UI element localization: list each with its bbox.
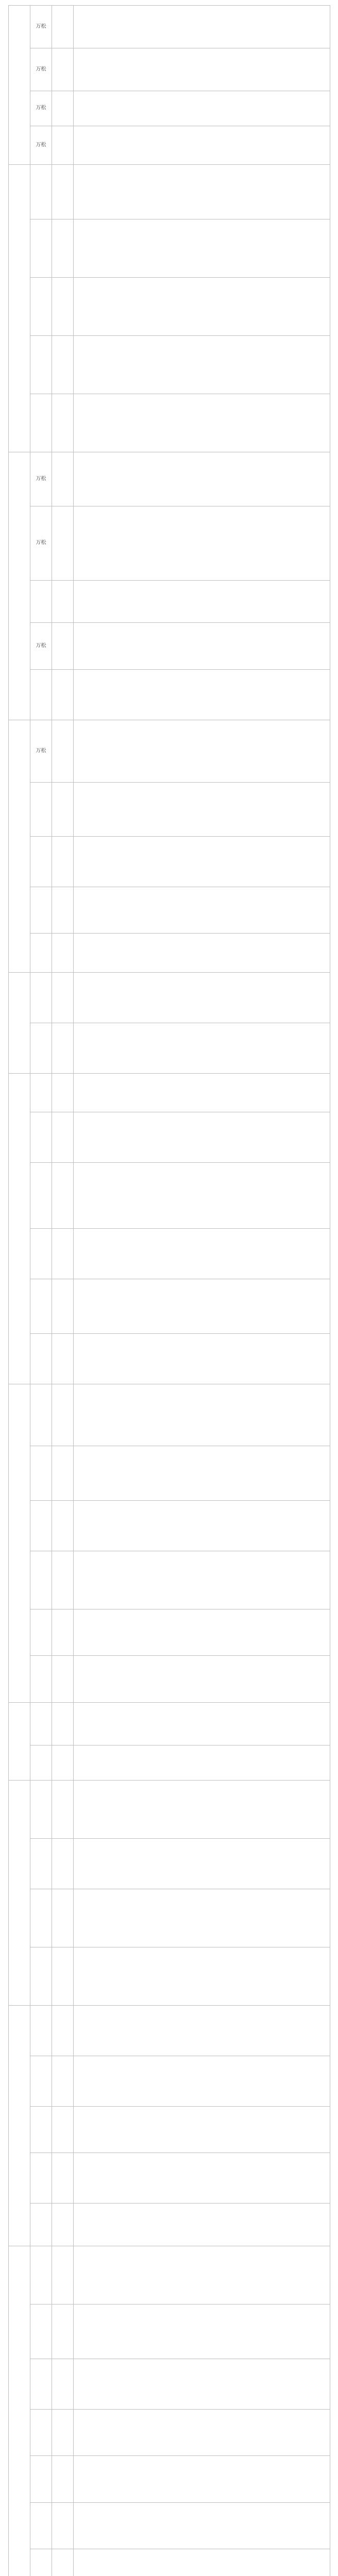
street-cell	[52, 1279, 74, 1334]
town-cell	[30, 91, 52, 126]
street-cell	[52, 394, 74, 452]
town-cell-text: 万松	[36, 476, 46, 482]
town-cell	[30, 2502, 52, 2549]
school-cell	[8, 1384, 30, 1703]
town-cell	[30, 1279, 52, 1334]
town-cell	[30, 2455, 52, 2502]
street-cell	[52, 1655, 74, 1702]
town-cell	[30, 2549, 52, 2576]
street-cell	[52, 1112, 74, 1163]
street-cell	[52, 1780, 74, 1839]
school-cell	[8, 1702, 30, 1781]
town-cell	[30, 164, 52, 219]
town-cell	[30, 782, 52, 837]
street-cell	[52, 164, 74, 219]
address-range-cell	[73, 2153, 330, 2204]
street-cell	[52, 2502, 74, 2549]
town-cell-text: 万松	[36, 66, 46, 72]
street-cell	[52, 506, 74, 580]
town-cell	[30, 836, 52, 887]
school-cell	[8, 5, 30, 165]
street-cell	[52, 972, 74, 1023]
town-cell	[30, 1889, 52, 1947]
address-range-cell	[73, 48, 330, 91]
street-cell	[52, 2409, 74, 2456]
address-range-cell	[73, 219, 330, 278]
address-range-cell	[73, 1947, 330, 2006]
address-range-cell	[73, 2203, 330, 2246]
street-cell	[52, 2106, 74, 2153]
street-cell	[52, 2005, 74, 2056]
street-cell	[52, 452, 74, 507]
town-cell	[30, 2246, 52, 2304]
address-range-cell	[73, 2549, 330, 2576]
town-cell	[30, 972, 52, 1023]
town-cell	[30, 5, 52, 48]
town-cell	[30, 452, 52, 507]
address-range-cell	[73, 506, 330, 580]
school-cell	[8, 2246, 30, 2576]
street-cell	[52, 1384, 74, 1447]
town-cell	[30, 2359, 52, 2410]
address-range-cell	[73, 2304, 330, 2359]
town-cell	[30, 580, 52, 623]
address-range-cell	[73, 2502, 330, 2549]
address-range-cell	[73, 933, 330, 972]
town-cell	[30, 1655, 52, 1702]
town-cell	[30, 1073, 52, 1112]
street-cell	[52, 933, 74, 972]
address-range-cell	[73, 2106, 330, 2153]
town-cell	[30, 2203, 52, 2246]
address-range-cell	[73, 452, 330, 507]
town-cell	[30, 1162, 52, 1229]
address-range-cell	[73, 972, 330, 1023]
street-cell	[52, 2056, 74, 2107]
address-range-cell	[73, 1228, 330, 1279]
town-cell	[30, 1500, 52, 1551]
town-cell	[30, 1112, 52, 1163]
street-cell	[52, 91, 74, 126]
town-cell	[30, 1609, 52, 1656]
street-cell	[52, 1162, 74, 1229]
street-cell	[52, 2203, 74, 2246]
street-cell	[52, 2304, 74, 2359]
street-cell	[52, 335, 74, 394]
street-cell	[52, 622, 74, 669]
town-cell-text: 万松	[36, 23, 46, 29]
school-cell	[8, 452, 30, 720]
address-range-cell	[73, 622, 330, 669]
town-cell	[30, 2153, 52, 2204]
street-cell	[52, 5, 74, 48]
town-cell	[30, 1551, 52, 1609]
street-cell	[52, 2455, 74, 2502]
address-range-cell	[73, 1023, 330, 1074]
street-cell	[52, 2246, 74, 2304]
address-range-cell	[73, 1655, 330, 1702]
address-range-cell	[73, 1279, 330, 1334]
address-range-cell	[73, 580, 330, 623]
address-range-cell	[73, 720, 330, 783]
street-cell	[52, 1446, 74, 1501]
address-range-cell	[73, 1838, 330, 1889]
town-cell	[30, 1023, 52, 1074]
town-cell	[30, 1384, 52, 1447]
address-range-cell	[73, 1609, 330, 1656]
town-cell	[30, 1333, 52, 1384]
address-range-cell	[73, 126, 330, 165]
address-range-cell	[73, 2409, 330, 2456]
school-cell	[8, 164, 30, 452]
street-cell	[52, 2549, 74, 2576]
address-range-cell	[73, 1551, 330, 1609]
street-cell	[52, 782, 74, 837]
address-range-cell	[73, 1889, 330, 1947]
street-cell	[52, 887, 74, 934]
town-cell	[30, 1446, 52, 1501]
school-cell	[8, 2005, 30, 2246]
town-cell	[30, 1228, 52, 1279]
address-range-cell	[73, 164, 330, 219]
street-cell	[52, 1889, 74, 1947]
street-cell	[52, 669, 74, 720]
street-cell	[52, 720, 74, 783]
street-cell	[52, 1702, 74, 1745]
address-range-cell	[73, 277, 330, 336]
town-cell	[30, 277, 52, 336]
street-cell	[52, 1023, 74, 1074]
town-cell	[30, 1702, 52, 1745]
town-cell	[30, 2056, 52, 2107]
address-range-cell	[73, 2005, 330, 2056]
street-cell	[52, 1947, 74, 2006]
address-range-cell	[73, 1162, 330, 1229]
address-range-cell	[73, 836, 330, 887]
address-range-cell	[73, 2455, 330, 2502]
town-cell-text: 万松	[36, 142, 46, 148]
address-range-cell	[73, 1073, 330, 1112]
address-range-cell	[73, 335, 330, 394]
town-cell-text: 万松	[36, 643, 46, 649]
town-cell	[30, 2409, 52, 2456]
street-cell	[52, 2153, 74, 2204]
address-range-cell	[73, 1745, 330, 1781]
town-cell-text: 万松	[36, 748, 46, 754]
address-range-cell	[73, 1112, 330, 1163]
street-cell	[52, 126, 74, 165]
town-cell	[30, 887, 52, 934]
town-cell	[30, 48, 52, 91]
town-cell	[30, 2106, 52, 2153]
school-cell	[8, 1073, 30, 1384]
town-cell	[30, 1780, 52, 1839]
school-district-table	[8, 5, 330, 2576]
table-body	[8, 5, 330, 2576]
address-range-cell	[73, 1333, 330, 1384]
street-cell	[52, 277, 74, 336]
address-range-cell	[73, 1500, 330, 1551]
address-range-cell	[73, 887, 330, 934]
school-cell	[8, 972, 30, 1074]
street-cell	[52, 1073, 74, 1112]
address-range-cell	[73, 1702, 330, 1745]
address-range-cell	[73, 1384, 330, 1447]
school-cell	[8, 720, 30, 973]
street-cell	[52, 1333, 74, 1384]
street-cell	[52, 1609, 74, 1656]
town-cell-text: 万松	[36, 105, 46, 111]
street-cell	[52, 580, 74, 623]
town-cell	[30, 506, 52, 580]
town-cell	[30, 394, 52, 452]
town-cell	[30, 933, 52, 972]
town-cell	[30, 669, 52, 720]
town-cell	[30, 622, 52, 669]
town-cell	[30, 1745, 52, 1781]
address-range-cell	[73, 2359, 330, 2410]
town-cell	[30, 126, 52, 165]
school-cell	[8, 1780, 30, 2006]
town-cell-text: 万松	[36, 540, 46, 546]
town-cell	[30, 1947, 52, 2006]
address-range-cell	[73, 394, 330, 452]
address-range-cell	[73, 1446, 330, 1501]
address-range-cell	[73, 5, 330, 48]
street-cell	[52, 1745, 74, 1781]
street-cell	[52, 1500, 74, 1551]
street-cell	[52, 836, 74, 887]
address-range-cell	[73, 91, 330, 126]
address-range-cell	[73, 669, 330, 720]
address-range-cell	[73, 2246, 330, 2304]
town-cell	[30, 2304, 52, 2359]
street-cell	[52, 219, 74, 278]
street-cell	[52, 1838, 74, 1889]
town-cell	[30, 335, 52, 394]
town-cell	[30, 219, 52, 278]
address-range-cell	[73, 1780, 330, 1839]
street-cell	[52, 1228, 74, 1279]
address-range-cell	[73, 782, 330, 837]
address-range-cell	[73, 2056, 330, 2107]
town-cell	[30, 1838, 52, 1889]
street-cell	[52, 2359, 74, 2410]
town-cell	[30, 720, 52, 783]
street-cell	[52, 48, 74, 91]
town-cell	[30, 2005, 52, 2056]
street-cell	[52, 1551, 74, 1609]
